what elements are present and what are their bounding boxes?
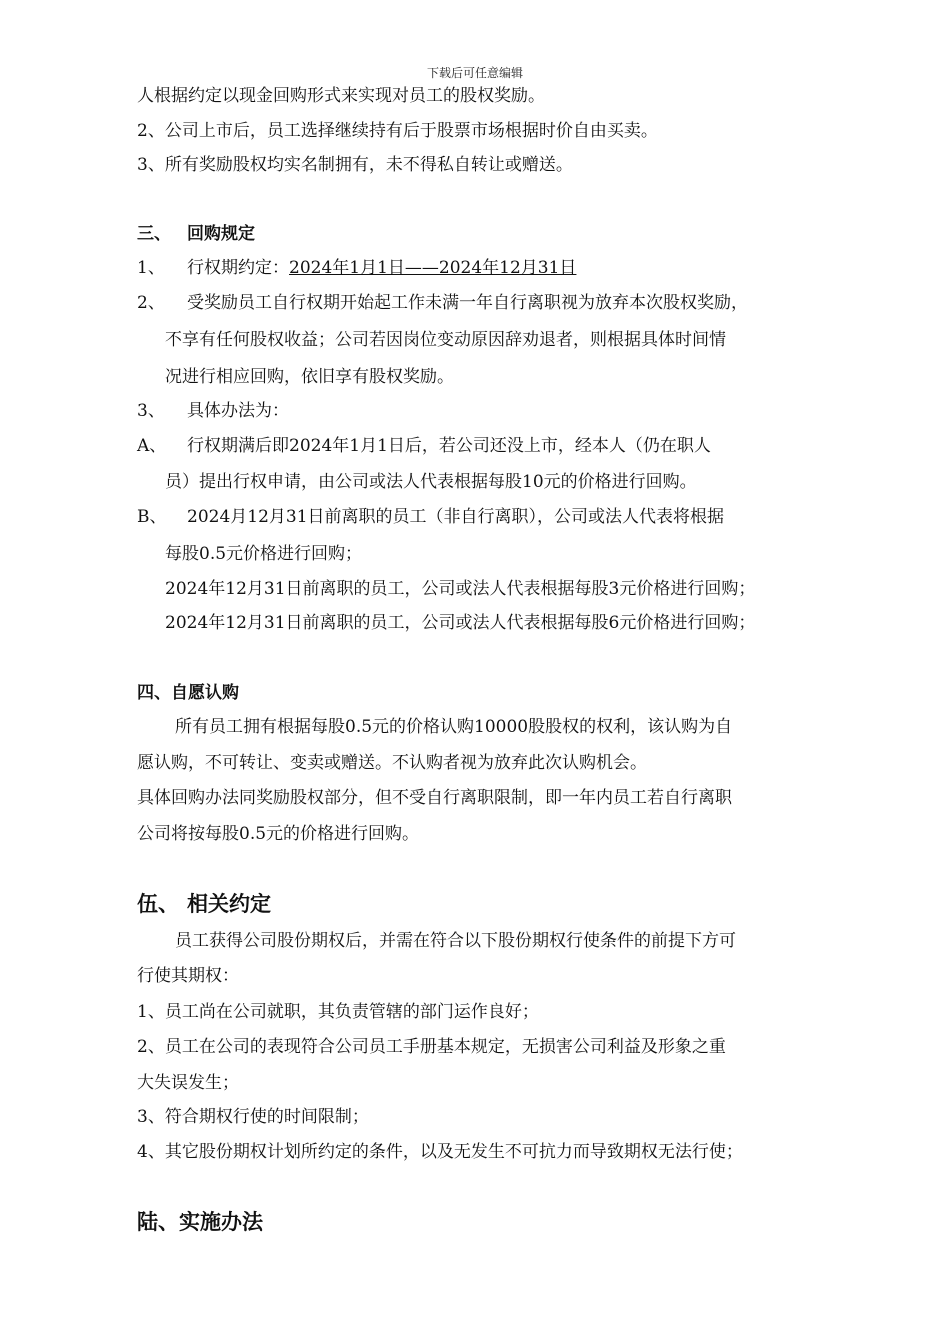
paragraph-line: 每股0.5元价格进行回购；	[165, 544, 363, 564]
list-number: A、	[137, 436, 167, 456]
paragraph-line: 大失误发生；	[137, 1073, 239, 1093]
list-number: B、	[137, 507, 167, 527]
list-item	[137, 505, 724, 529]
paragraph-line: 2024年12月31日前离职的员工，公司或法人代表根据每股6元价格进行回购；	[165, 613, 756, 633]
section-heading-3	[137, 222, 255, 246]
section-title: 回购规定	[187, 224, 255, 244]
page-header: 下载后可任意编辑	[426, 66, 523, 80]
list-number: 2、	[137, 293, 165, 313]
paragraph-line: 具体回购办法同奖励股权部分，但不受自行离职限制，即一年内员工若自行离职	[137, 788, 732, 808]
list-number: 3、	[137, 401, 165, 421]
list-item	[137, 399, 289, 423]
section-number: 伍、	[137, 892, 179, 916]
section-heading-6: 陆、实施办法	[137, 1210, 263, 1234]
paragraph-line: 2、公司上市后，员工选择继续持有后于股票市场根据时价自由买卖。	[137, 121, 658, 141]
paragraph-line: 2024年12月31日前离职的员工，公司或法人代表根据每股3元价格进行回购；	[165, 579, 756, 599]
paragraph-line: 况进行相应回购，依旧享有股权奖励。	[165, 367, 454, 387]
paragraph-line: 3、所有奖励股权均实名制拥有，未不得私自转让或赠送。	[137, 155, 573, 175]
list-label: 行权期约定：	[187, 258, 289, 278]
list-item	[137, 291, 748, 315]
section-heading-4: 四、自愿认购	[137, 683, 239, 703]
paragraph-line: 人根据约定以现金回购形式来实现对员工的股权奖励。	[137, 86, 545, 106]
exercise-period-value: 2024年1月1日——2024年12月31日	[289, 258, 577, 278]
list-text: 2024月12月31日前离职的员工（非自行离职），公司或法人代表将根据	[187, 507, 725, 527]
paragraph-line: 员工获得公司股份期权后，并需在符合以下股份期权行使条件的前提下方可	[175, 931, 736, 951]
list-number: 1、	[137, 258, 165, 278]
section-title: 相关约定	[187, 892, 271, 916]
section-heading-5	[137, 890, 271, 918]
paragraph-line: 员）提出行权申请，由公司或法人代表根据每股10元的价格进行回购。	[165, 472, 697, 492]
section-number: 三、	[137, 224, 171, 244]
list-text: 行权期满后即2024年1月1日后，若公司还没上市，经本人（仍在职人	[187, 436, 711, 456]
paragraph-line: 4、其它股份期权计划所约定的条件，以及无发生不可抗力而导致期权无法行使；	[137, 1142, 743, 1162]
list-text: 受奖励员工自行权期开始起工作未满一年自行离职视为放弃本次股权奖励，	[187, 293, 748, 313]
paragraph-line: 愿认购，不可转让、变卖或赠送。不认购者视为放弃此次认购机会。	[137, 753, 647, 773]
paragraph-line: 1、员工尚在公司就职，其负责管辖的部门运作良好；	[137, 1002, 539, 1022]
paragraph-line: 3、符合期权行使的时间限制；	[137, 1107, 369, 1127]
list-item	[137, 434, 711, 458]
paragraph-line: 不享有任何股权收益；公司若因岗位变动原因辞劝退者，则根据具体时间情	[165, 330, 726, 350]
paragraph-line: 公司将按每股0.5元的价格进行回购。	[137, 824, 420, 844]
paragraph-line: 所有员工拥有根据每股0.5元的价格认购10000股股权的权利，该认购为自	[175, 717, 733, 737]
list-item	[137, 256, 576, 280]
paragraph-line: 行使其期权：	[137, 966, 239, 986]
paragraph-line: 2、员工在公司的表现符合公司员工手册基本规定，无损害公司利益及形象之重	[137, 1037, 726, 1057]
list-text: 具体办法为：	[187, 401, 289, 421]
